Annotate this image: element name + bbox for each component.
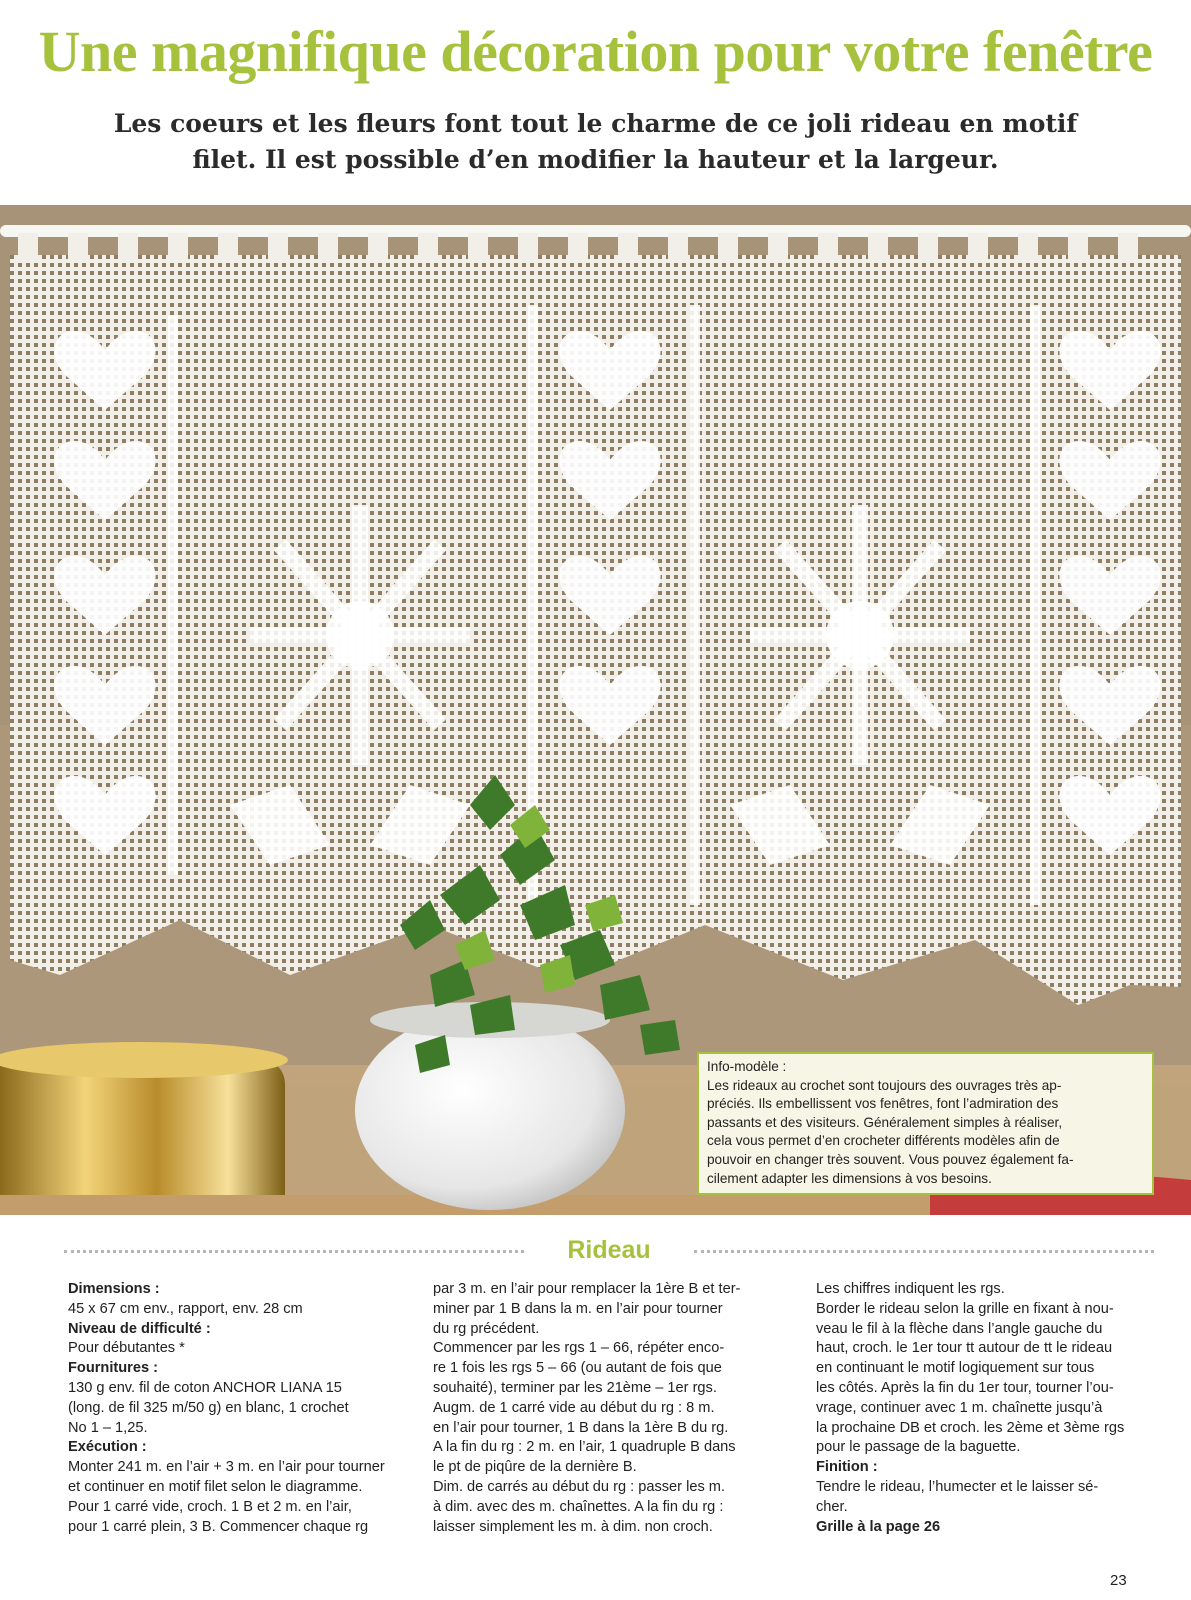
execution-line: Pour 1 carré vide, croch. 1 B et 2 m. en l’air, [68, 1498, 352, 1515]
page-title: Une magnifique décoration pour votre fenêtre [38, 19, 1153, 84]
instruction-line: A la fin du rg : 2 m. en l’air, 1 quadruple B dans [433, 1439, 736, 1456]
instruction-line: haut, croch. le 1er tour tt autour de tt le rideau [816, 1340, 1113, 1357]
supplies-label: Fournitures : [68, 1360, 158, 1377]
instruction-line: Commencer par les rgs 1 – 66, répéter enco- [433, 1340, 725, 1357]
finish-line: cher. [816, 1498, 848, 1515]
instruction-line: en continuant le motif logiquement sur tous [816, 1360, 1095, 1377]
instruction-line: en l’air pour tourner, 1 B dans la 1ère B du rg. [433, 1419, 729, 1436]
supplies-line: 130 g env. fil de coton ANCHOR LIANA 15 [68, 1379, 342, 1396]
instruction-line: souhaité), terminer par les 21ème – 1er rgs. [433, 1379, 717, 1396]
instruction-line: miner par 1 B dans la m. en l’air pour tourner [433, 1300, 723, 1317]
execution-line: pour 1 carré plein, 3 B. Commencer chaque rg [68, 1518, 369, 1535]
instruction-line: pour le passage de la baguette. [816, 1439, 1021, 1456]
subtitle-line: Les coeurs et les fleurs font tout le charme de ce joli rideau en motif [113, 109, 1078, 138]
instruction-line: à dim. avec des m. chaînettes. A la fin du rg : [433, 1498, 724, 1515]
supplies-line: (long. de fil 325 m/50 g) en blanc, 1 crochet [68, 1399, 349, 1416]
info-box [697, 1052, 1154, 1195]
instruction-line: Les chiffres indiquent les rgs. [816, 1281, 1005, 1297]
info-box-line: cilement adapter les dimensions à vos besoins. [707, 1170, 992, 1186]
info-box-heading: Info-modèle : [707, 1059, 787, 1074]
instructions-column-1 [68, 1280, 413, 1537]
instruction-line: les côtés. Après la fin du 1er tour, tourner l’ou- [816, 1379, 1114, 1396]
page-subtitle [50, 106, 1141, 178]
dimensions-label: Dimensions : [68, 1281, 160, 1297]
section-header [64, 1236, 1154, 1266]
difficulty-label: Niveau de difficulté : [68, 1320, 211, 1337]
instruction-line: re 1 fois les rgs 5 – 66 (ou autant de fois que [433, 1360, 722, 1377]
instruction-line: Augm. de 1 carré vide au début du rg : 8 m. [433, 1399, 715, 1416]
finish-label: Finition : [816, 1459, 878, 1476]
subtitle-line: filet. Il est possible d’en modifier la hauteur et la largeur. [192, 145, 999, 174]
info-box-line: Les rideaux au crochet sont toujours des ouvrages très ap- [707, 1077, 1062, 1093]
execution-line: Monter 241 m. en l’air + 3 m. en l’air pour tourner [68, 1459, 385, 1476]
section-title: Rideau [567, 1236, 651, 1264]
info-box-line: passants et des visiteurs. Généralement simples à réaliser, [707, 1114, 1063, 1130]
dotted-rule [694, 1250, 1154, 1253]
instruction-line: laisser simplement les m. à dim. non croch. [433, 1518, 713, 1535]
info-box-line: cela vous permet d’en crocheter différents modèles afin de [707, 1133, 1060, 1149]
grid-reference: Grille à la page 26 [816, 1518, 941, 1535]
dimensions-value: 45 x 67 cm env., rapport, env. 28 cm [68, 1300, 303, 1317]
instruction-line: vrage, continuer avec 1 m. chaînette jusqu’à [816, 1399, 1103, 1416]
instruction-line: Border le rideau selon la grille en fixant à nou- [816, 1300, 1114, 1317]
page-number: 23 [1110, 1572, 1127, 1589]
supplies-line: No 1 – 1,25. [68, 1419, 148, 1436]
difficulty-value: Pour débutantes * [68, 1340, 185, 1357]
info-box-line: pouvoir en changer très souvent. Vous pouvez également fa- [707, 1151, 1074, 1167]
instruction-line: par 3 m. en l’air pour remplacer la 1ère B et ter- [433, 1281, 741, 1297]
instructions-column-2 [433, 1280, 788, 1537]
instructions-column-3 [816, 1280, 1161, 1537]
finish-line: Tendre le rideau, l’humecter et le laisser sé- [816, 1478, 1099, 1495]
info-box-line: préciés. Ils embellissent vos fenêtres, font l’admiration des [707, 1096, 1059, 1112]
execution-label: Exécution : [68, 1439, 147, 1456]
instruction-line: du rg précédent. [433, 1320, 540, 1337]
execution-line: et continuer en motif filet selon le diagramme. [68, 1478, 363, 1495]
instruction-line: la prochaine DB et croch. les 2ème et 3ème rgs [816, 1419, 1125, 1436]
instruction-line: le pt de piqûre de la dernière B. [433, 1459, 637, 1476]
instruction-line: Dim. de carrés au début du rg : passer les m. [433, 1478, 726, 1495]
instruction-line: veau le fil à la flèche dans l’angle gauche du [816, 1320, 1103, 1337]
